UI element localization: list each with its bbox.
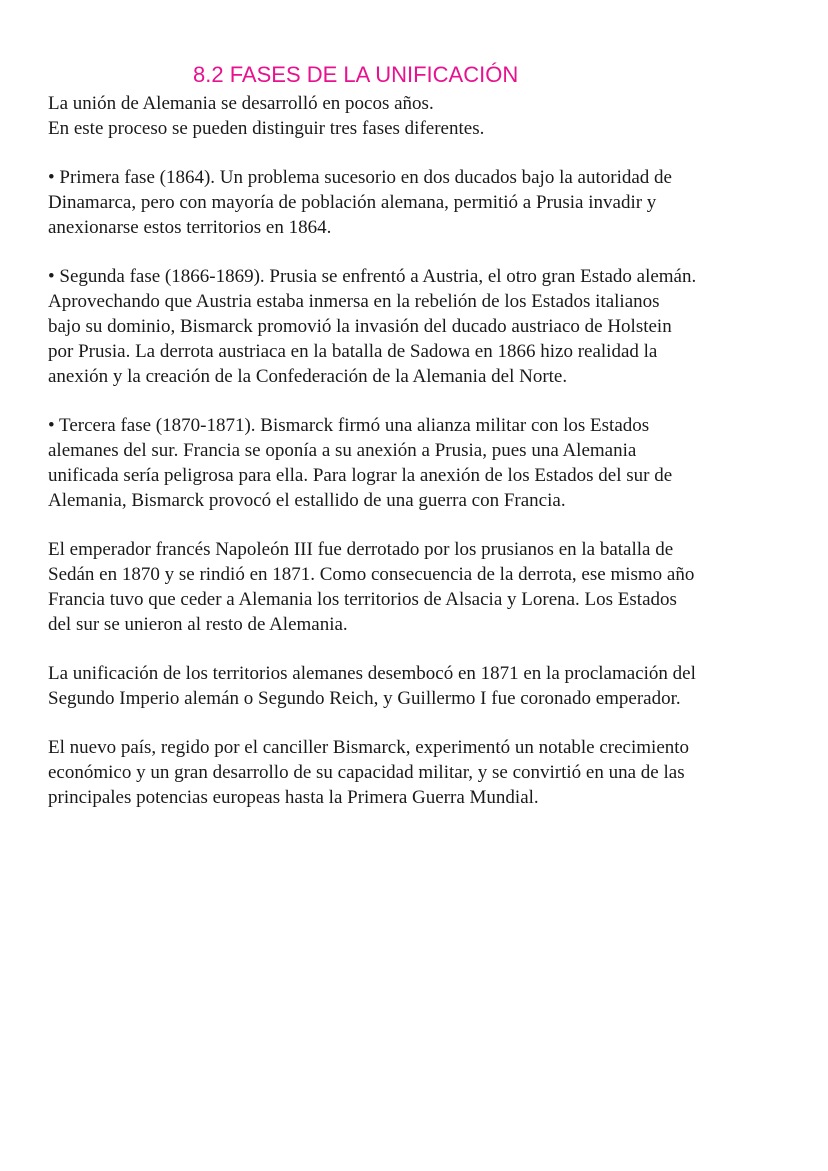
text-line: alemanes del sur. Francia se oponía a su anexión a Prusia, pues una Alemania — [48, 440, 637, 461]
text-line: unificada sería peligrosa para ella. Para lograr la anexión de los Estados del sur de — [48, 465, 673, 486]
text-line: por Prusia. La derrota austriaca en la batalla de Sadowa en 1866 hizo realidad la — [48, 341, 658, 362]
napoleon-paragraph — [48, 537, 808, 637]
text-line: Aprovechando que Austria estaba inmersa en la rebelión de los Estados italianos — [48, 291, 660, 312]
text-line: principales potencias europeas hasta la Primera Guerra Mundial. — [48, 787, 539, 808]
document-body — [48, 91, 808, 834]
text-line: económico y un gran desarrollo de su capacidad militar, y se convirtió en una de las — [48, 762, 685, 783]
text-line: anexión y la creación de la Confederación de la Alemania del Norte. — [48, 366, 568, 387]
text-line: Alemania, Bismarck provocó el estallido de una guerra con Francia. — [48, 490, 566, 511]
phase-one-paragraph — [48, 165, 808, 240]
intro-paragraph — [48, 91, 808, 141]
text-line: anexionarse estos territorios en 1864. — [48, 217, 332, 238]
text-line: • Tercera fase (1870-1871). Bismarck firmó una alianza militar con los Estados — [48, 415, 650, 436]
text-line: Segundo Imperio alemán o Segundo Reich, y Guillermo I fue coronado emperador. — [48, 688, 681, 709]
text-line: El nuevo país, regido por el canciller Bismarck, experimentó un notable crecimiento — [48, 737, 690, 758]
text-line: El emperador francés Napoleón III fue derrotado por los prusianos en la batalla de — [48, 539, 674, 560]
text-line: La unión de Alemania se desarrolló en pocos años. — [48, 93, 434, 114]
text-line: En este proceso se pueden distinguir tres fases diferentes. — [48, 118, 485, 139]
text-line: • Segunda fase (1866-1869). Prusia se enfrentó a Austria, el otro gran Estado alemán. — [48, 266, 697, 287]
reich-paragraph — [48, 661, 808, 711]
phase-two-paragraph — [48, 264, 808, 389]
text-line: Francia tuvo que ceder a Alemania los territorios de Alsacia y Lorena. Los Estados — [48, 589, 677, 610]
text-line: bajo su dominio, Bismarck promovió la invasión del ducado austriaco de Holstein — [48, 316, 672, 337]
text-line: del sur se unieron al resto de Alemania. — [48, 614, 348, 635]
text-line: • Primera fase (1864). Un problema sucesorio en dos ducados bajo la autoridad de — [48, 167, 672, 188]
text-line: Sedán en 1870 y se rindió en 1871. Como consecuencia de la derrota, ese mismo año — [48, 564, 695, 585]
text-line: La unificación de los territorios alemanes desembocó en 1871 en la proclamación del — [48, 663, 696, 684]
conclusion-paragraph — [48, 735, 808, 810]
section-title: 8.2 FASES DE LA UNIFICACIÓN — [193, 62, 519, 87]
text-line: Dinamarca, pero con mayoría de población alemana, permitió a Prusia invadir y — [48, 192, 657, 213]
phase-three-paragraph — [48, 413, 808, 513]
